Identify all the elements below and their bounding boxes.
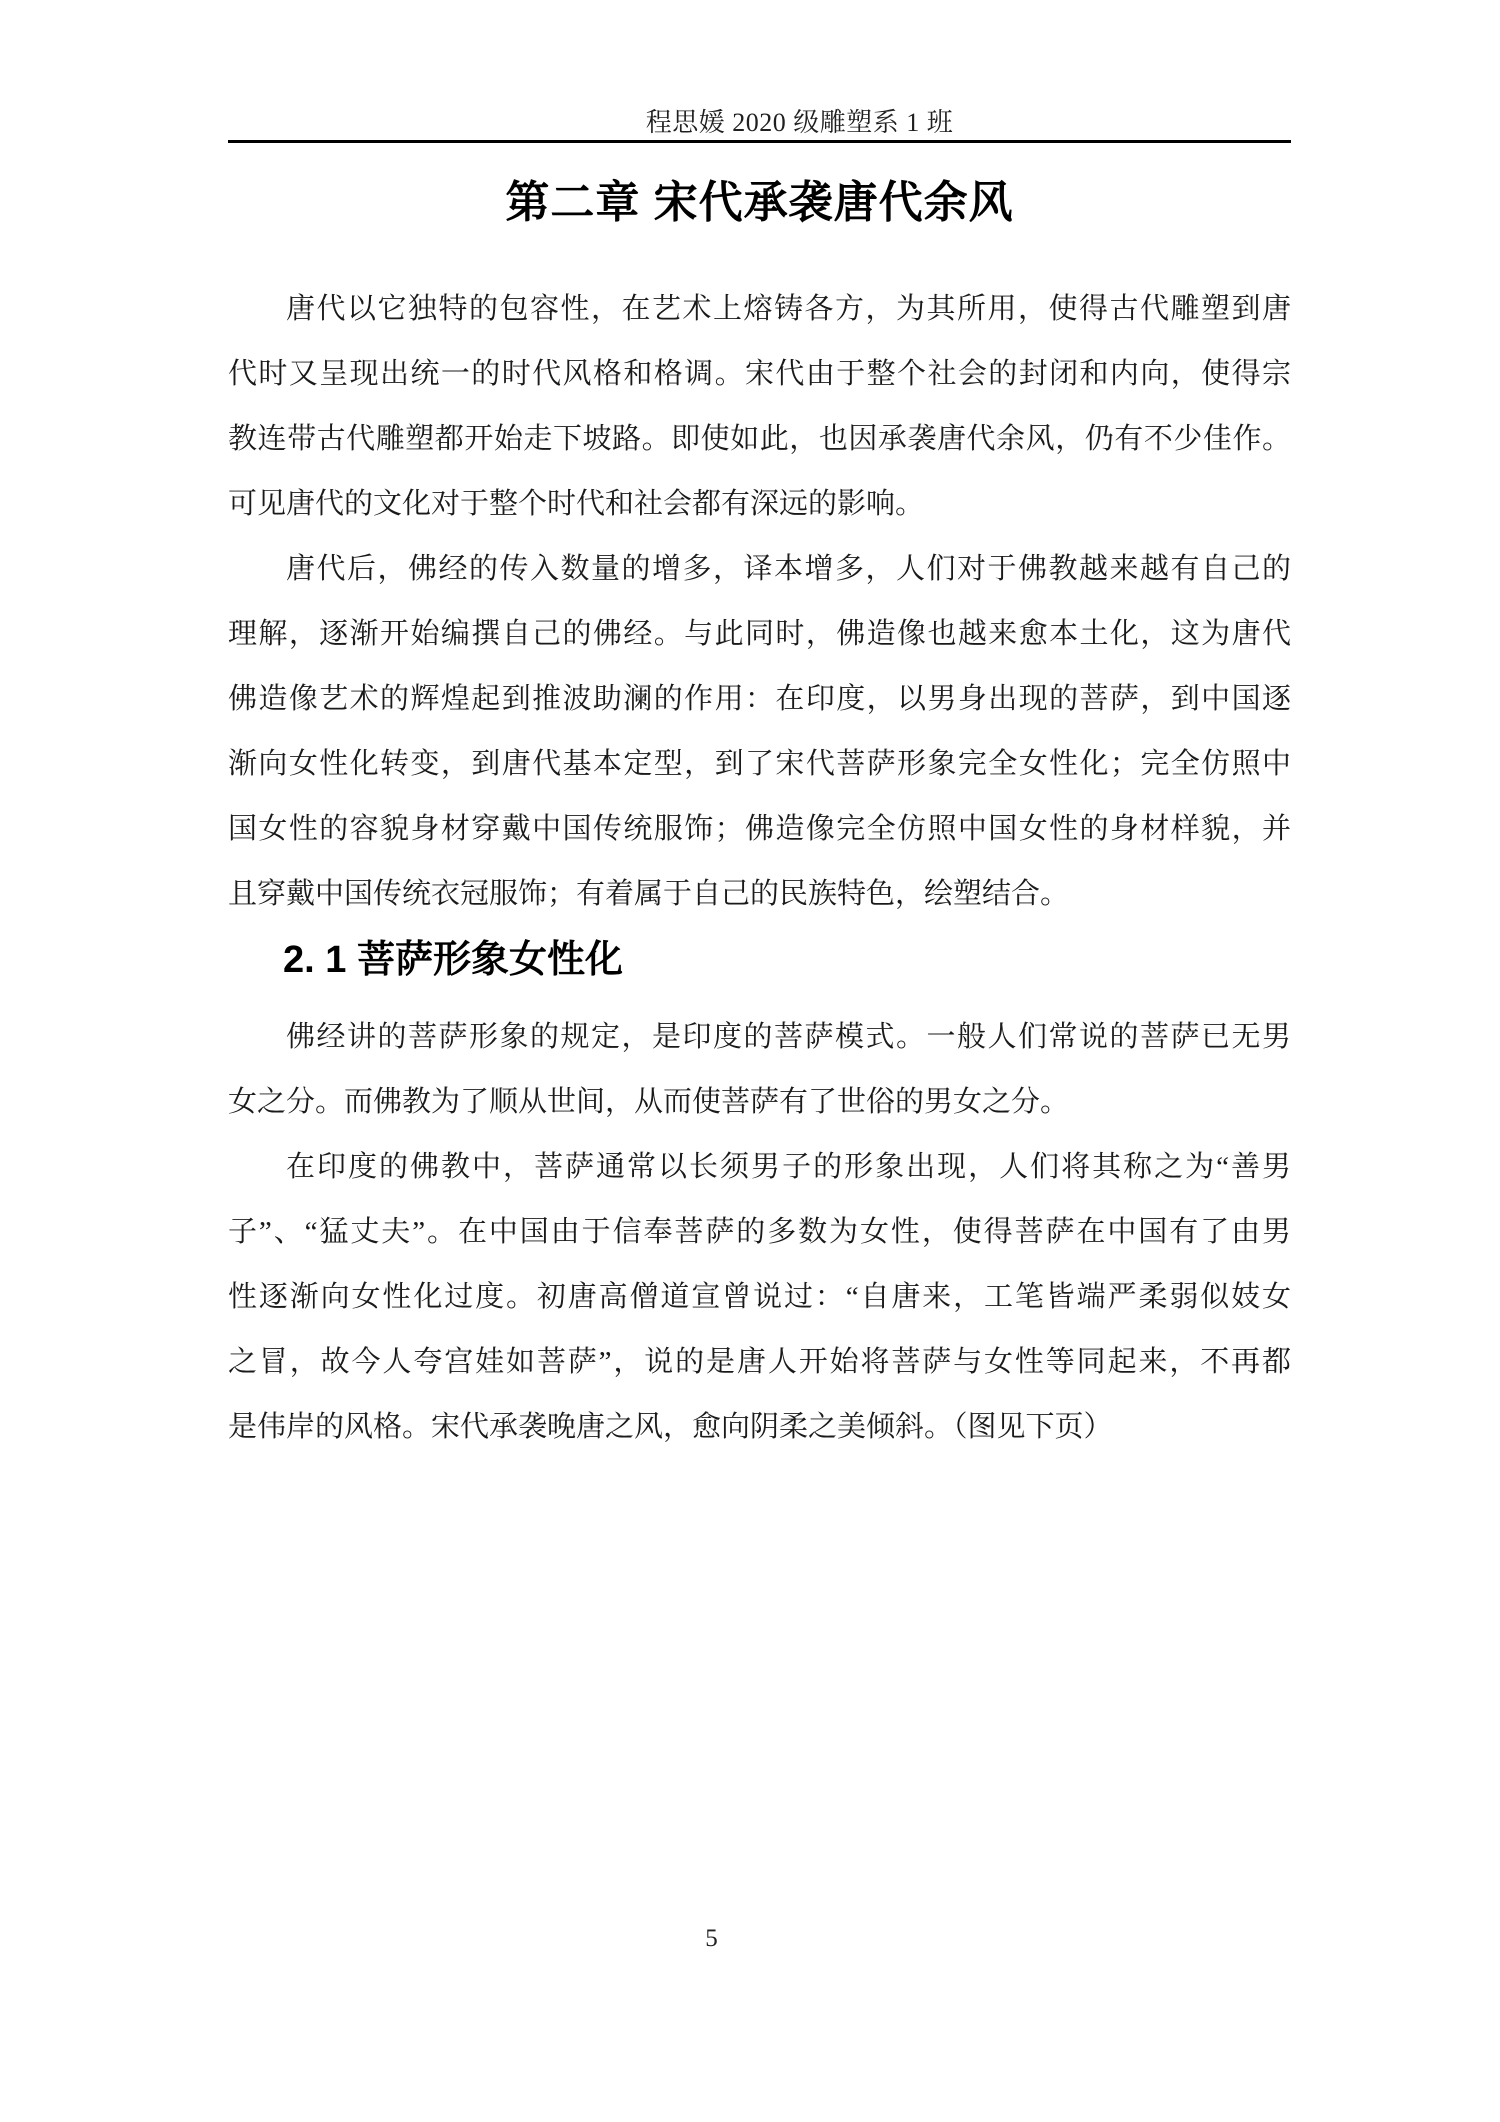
paragraph-line: 女之分。而佛教为了顺从世间，从而使菩萨有了世俗的男女之分。	[228, 1086, 1070, 1118]
paragraph-line: 是伟岸的风格。宋代承袭晚唐之风，愈向阴柔之美倾斜。（图见下页）	[228, 1411, 1113, 1443]
page-footer	[228, 1924, 1291, 1954]
paragraph-line: 性逐渐向女性化过度。初唐高僧道宣曾说过：“自唐来，工笔皆端严柔弱似妓女	[228, 1281, 1291, 1313]
chapter-title: 第二章 宋代承袭唐代余风	[505, 178, 1014, 227]
document-body	[228, 277, 1291, 1460]
paragraph-line: 子”、“猛丈夫”。在中国由于信奉菩萨的多数为女性，使得菩萨在中国有了由男	[228, 1216, 1291, 1248]
paragraph-line: 教连带古代雕塑都开始走下坡路。即使如此，也因承袭唐代余风，仍有不少佳作。	[228, 423, 1291, 455]
paragraph-line: 可见唐代的文化对于整个时代和社会都有深远的影响。	[228, 488, 925, 520]
paragraph-line: 渐向女性化转变，到唐代基本定型，到了宋代菩萨形象完全女性化；完全仿照中	[228, 748, 1291, 780]
paragraph-line: 佛造像艺术的辉煌起到推波助澜的作用：在印度，以男身出现的菩萨，到中国逐	[228, 683, 1291, 715]
page-header	[228, 108, 1291, 138]
paragraph-line: 在印度的佛教中，菩萨通常以长须男子的形象出现，人们将其称之为“善男	[286, 1151, 1291, 1183]
paragraph	[228, 1135, 1291, 1460]
paragraph-line: 且穿戴中国传统衣冠服饰；有着属于自己的民族特色，绘塑结合。	[228, 878, 1070, 910]
paragraph-line: 之冒，故今人夸宫娃如菩萨”，说的是唐人开始将菩萨与女性等同起来，不再都	[228, 1346, 1291, 1378]
paragraph-line: 唐代以它独特的包容性，在艺术上熔铸各方，为其所用，使得古代雕塑到唐	[286, 293, 1291, 325]
header-text: 程思媛 2020 级雕塑系 1 班	[645, 108, 954, 137]
paragraph	[228, 277, 1291, 537]
page-number: 5	[705, 1925, 718, 1952]
paragraph-line: 国女性的容貌身材穿戴中国传统服饰；佛造像完全仿照中国女性的身材样貌，并	[228, 813, 1291, 845]
header-rule	[228, 140, 1291, 143]
section-heading: 2. 1 菩萨形象女性化	[283, 939, 623, 981]
paragraph-line: 理解，逐渐开始编撰自己的佛经。与此同时，佛造像也越来愈本土化，这为唐代	[228, 618, 1291, 650]
paragraph-line: 佛经讲的菩萨形象的规定，是印度的菩萨模式。一般人们常说的菩萨已无男	[286, 1021, 1291, 1053]
paragraph	[228, 537, 1291, 927]
paragraph-line: 唐代后，佛经的传入数量的增多，译本增多，人们对于佛教越来越有自己的	[286, 553, 1291, 585]
paragraph	[228, 1005, 1291, 1135]
paragraph-line: 代时又呈现出统一的时代风格和格调。宋代由于整个社会的封闭和内向，使得宗	[228, 358, 1291, 390]
